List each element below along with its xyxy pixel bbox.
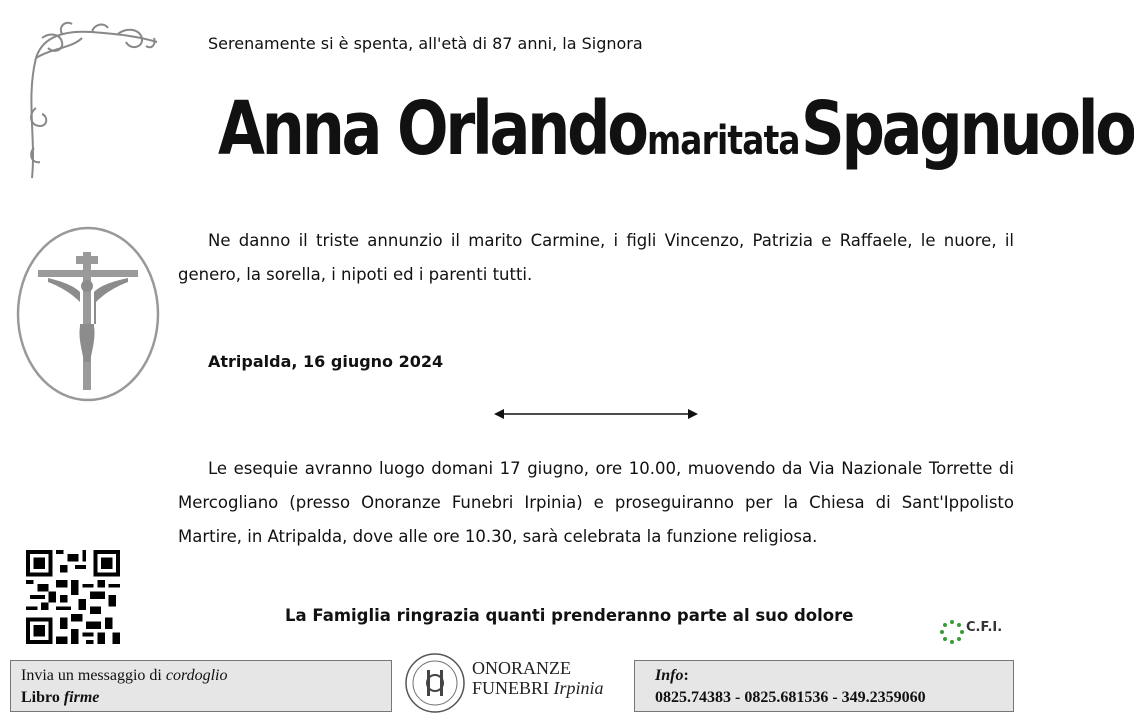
logo-line2: [472, 678, 604, 698]
funeral-home-logo: [402, 648, 632, 718]
cfi-badge: [938, 618, 1018, 648]
info-colon: :: [683, 667, 689, 684]
cfi-label: C.F.I.: [966, 620, 1003, 635]
intro-text: Serenamente si è spenta, all'età di 87 anni, la Signora: [208, 34, 643, 53]
floral-corner-icon: [22, 18, 162, 188]
funeral-home-emblem-icon: [404, 652, 466, 714]
name-first: Anna Orlando: [218, 86, 646, 172]
logo-line2-italic: Irpinia: [553, 678, 604, 698]
cfi-logo-icon: [938, 618, 966, 646]
crucifix-icon: [16, 226, 160, 402]
double-arrow-icon: [494, 406, 698, 422]
deceased-name: [218, 86, 1134, 172]
family-thanks: La Famiglia ringrazia quanti prenderanno parte al suo dolore: [285, 606, 854, 625]
condolence-prefix: Invia un messaggio di: [21, 667, 166, 684]
condolence-italic: cordoglio: [165, 667, 228, 684]
logo-line2-prefix: FUNEBRI: [472, 678, 554, 698]
family-announcement: Ne danno il triste annunzio il marito Carmine, i figli Vincenzo, Patrizia e Raffaele, le nuore, il genero, la sorella, i nipoti ed i parenti tutti.: [178, 231, 1014, 284]
name-last: Spagnuolo: [801, 86, 1134, 172]
logo-line1: ONORANZE: [472, 658, 571, 678]
info-label-line: [655, 665, 993, 687]
phone-numbers[interactable]: 0825.74383 - 0825.681536 - 349.2359060: [655, 689, 926, 706]
guestbook-link[interactable]: [21, 687, 381, 709]
funeral-home-name: [472, 658, 604, 698]
info-box: [634, 660, 1014, 712]
guestbook-italic: firme: [63, 689, 100, 706]
condolence-link[interactable]: [21, 665, 381, 687]
place-date: Atripalda, 16 giugno 2024: [208, 352, 444, 371]
name-middle: maritata: [646, 118, 800, 164]
funeral-details: Le esequie avranno luogo domani 17 giugno, ore 10.00, muovendo da Via Nazionale Torrette di Mercogliano (presso Onoranze Funebri Irpinia) e proseguiranno per la Chiesa di Sant'Ippolisto Martire, in Atripalda, dove alle ore 10.30, sarà celebrata la funzione religiosa.: [178, 459, 1014, 546]
condolence-box[interactable]: [10, 660, 392, 712]
guestbook-prefix: Libro: [21, 689, 64, 706]
info-label: Info: [655, 667, 684, 684]
qr-code-icon[interactable]: [26, 550, 120, 644]
